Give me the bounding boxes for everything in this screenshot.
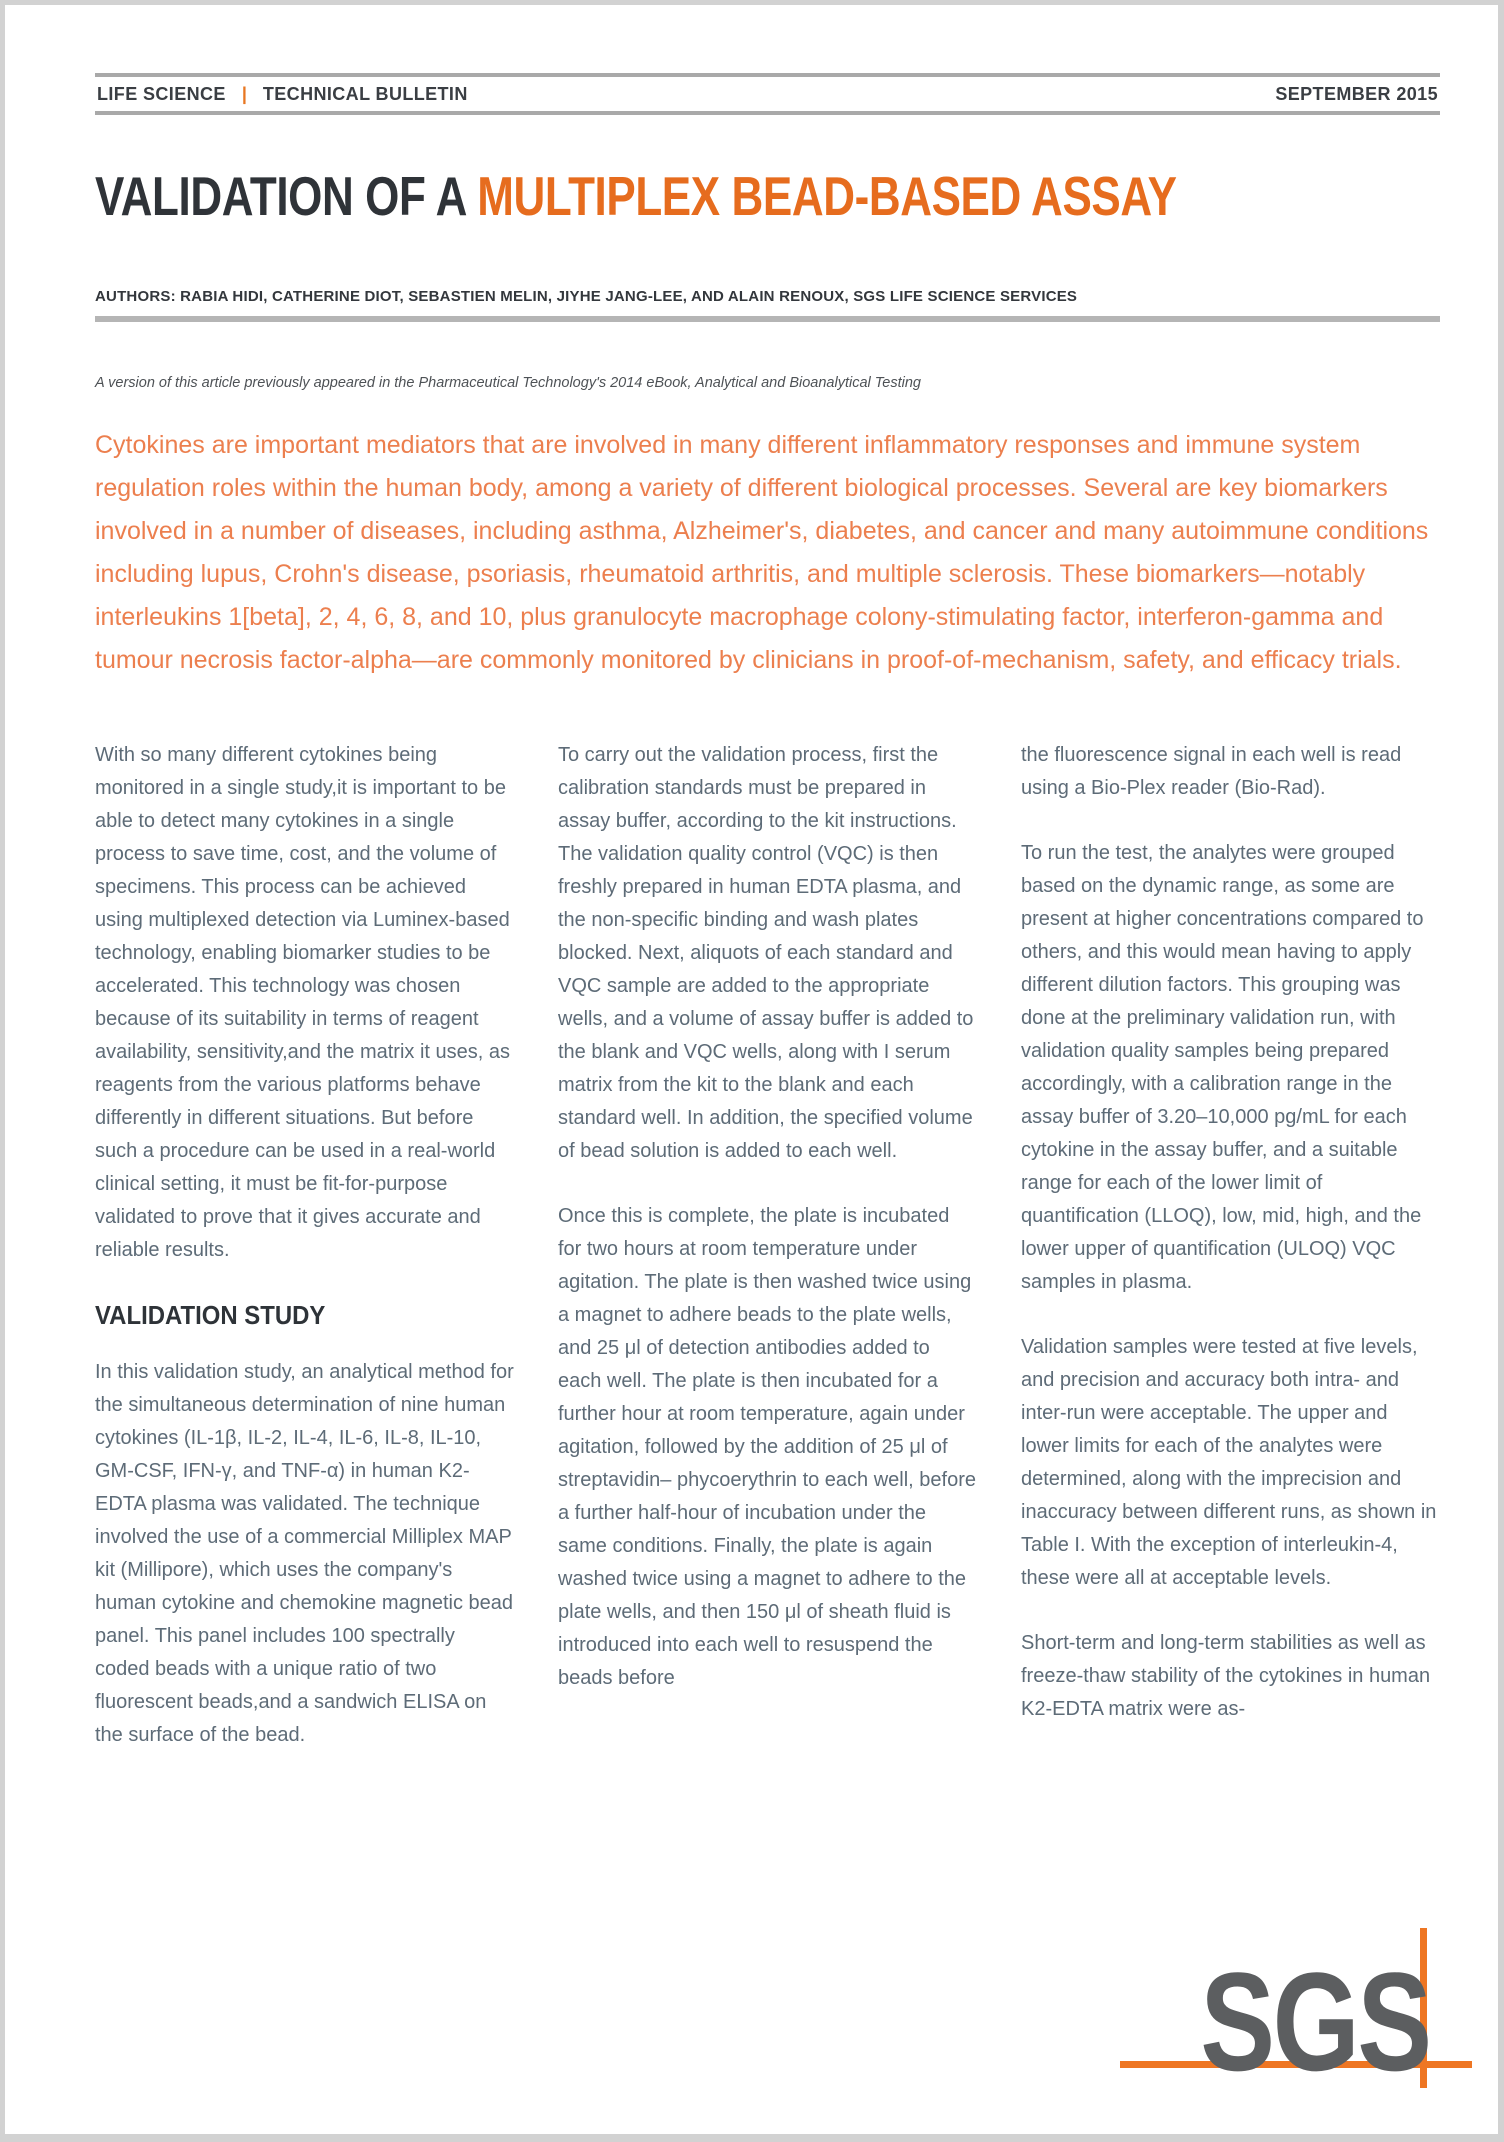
page-background: [5, 5, 1498, 2134]
column-2: [558, 739, 977, 1784]
column3-paragraph-4: Short-term and long-term stabilities as well as freeze-thaw stability of the cytokines in human K2-EDTA matrix were as-: [1021, 1632, 1431, 1720]
masthead-bulletin-label: TECHNICAL BULLETIN: [262, 84, 468, 104]
authors-byline: AUTHORS: RABIA HIDI, CATHERINE DIOT, SEBASTIEN MELIN, JIYHE JANG-LEE, AND ALAIN RENOUX, SGS LIFE SCIENCE SERVICES: [95, 288, 1078, 305]
intro-paragraph: Cytokines are important mediators that are involved in many different inflammatory responses and immune system regulation roles within the human body, among a variety of different biological processes. Several are key biomarkers involved in a number of diseases, including asthma, Alzheimer's, diabetes, and cancer and many autoimmune conditions including lupus, Crohn's disease, psoriasis, rheumatoid arthritis, and multiple sclerosis. These biomarkers—notably interleukins 1[beta], 2, 4, 6, 8, and 10, plus granulocyte macrophage colony-stimulating factor, interferon-gamma and tumour necrosis factor-alpha—are commonly monitored by clinicians in proof-of-mechanism, safety, and efficacy trials.: [95, 431, 1429, 674]
masthead: [95, 73, 1440, 115]
column3-paragraph-2: To run the test, the analytes were grouped based on the dynamic range, as some are present at higher concentrations compared to others, and this would mean having to apply different dilution factors. This grouping was done at the preliminary validation run, with validation quality samples being prepared accordingly, with a calibration range in the assay buffer of 3.20–10,000 pg/mL for each cytokine in the assay buffer, and a suitable range for each of the lower limit of quantification (LLOQ), low, mid, high, and the lower upper of quantification (ULOQ) VQC samples in plasma.: [1021, 842, 1424, 1293]
masthead-divider: |: [241, 84, 247, 104]
page-title-highlight: MULTIPLEX BEAD-BASED ASSAY: [477, 165, 1177, 227]
column2-paragraph-2: Once this is complete, the plate is incubated for two hours at room temperature under agitation. The plate is then washed twice using a magnet to adhere beads to the plate wells, and 25 μl of detection antibodies added to each well. The plate is then incubated for a further hour at room temperature, again under agitation, followed by the addition of 25 μl of streptavidin– phycoerythrin to each well, before a further half-hour of incubation under the same conditions. Finally, the plate is again washed twice using a magnet to adhere to the plate wells, and then 150 μl of sheath fluid is introduced into each well to resuspend the beads before: [558, 1205, 977, 1689]
column-3: [1021, 739, 1440, 1784]
column2-paragraph-1: To carry out the validation process, first the calibration standards must be prepared in assay buffer, according to the kit instructions. The validation quality control (VQC) is then freshly prepared in human EDTA plasma, and the non-specific binding and wash plates blocked. Next, aliquots of each standard and VQC sample are added to the appropriate wells, and a volume of assay buffer is added to the blank and VQC wells, along with I serum matrix from the kit to the blank and each standard well. In addition, the specified volume of bead solution is added to each well.: [558, 744, 974, 1162]
column1-paragraph-1: With so many different cytokines being monitored in a single study,it is important to be able to detect many cytokines in a single process to save time, cost, and the volume of specimens. This process can be achieved using multiplexed detection via Luminex-based technology, enabling biomarker studies to be accelerated. This technology was chosen because of its suitability in terms of reagent availability, sensitivity,and the matrix it uses, as reagents from the various platforms behave differently in different situations. But before such a procedure can be used in a real-world clinical setting, it must be fit-for-purpose validated to prove that it gives accurate and reliable results.: [95, 744, 510, 1261]
masthead-issue-date: SEPTEMBER 2015: [1275, 84, 1438, 104]
column3-paragraph-3: Validation samples were tested at five levels, and precision and accuracy both intra- and inter-run were acceptable. The upper and lower limits for each of the analytes were determined, along with the imprecision and inaccuracy between different runs, as shown in Table I. With the exception of interleukin-4, these were all at acceptable levels.: [1021, 1336, 1437, 1589]
column-1: [95, 739, 514, 1784]
page-title: [95, 167, 1177, 225]
sgs-logo: SGS: [1200, 1943, 1430, 2100]
masthead-left: [97, 84, 468, 105]
masthead-section-label: LIFE SCIENCE: [97, 84, 226, 104]
body-columns: [95, 739, 1440, 1784]
validation-study-heading: VALIDATION STUDY: [95, 1300, 326, 1330]
column1-paragraph-2: In this validation study, an analytical method for the simultaneous determination of nine human cytokines (IL-1β, IL-2, IL-4, IL-6, IL-8, IL-10, GM-CSF, IFN-γ, and TNF-α) in human K2-EDTA plasma was validated. The technique involved the use of a commercial Milliplex MAP kit (Millipore), which uses the company's human cytokine and chemokine magnetic bead panel. This panel includes 100 spectrally coded beads with a unique ratio of two fluorescent beads,and a sandwich ELISA on the surface of the bead.: [95, 1361, 514, 1746]
reprint-note: A version of this article previously appeared in the Pharmaceutical Technology's 2014 eBook, Analytical and Bioanalytical Testing: [95, 375, 921, 391]
divider-rule: [95, 316, 1440, 322]
page-title-prefix: VALIDATION OF A: [95, 165, 478, 227]
column3-paragraph-1: the fluorescence signal in each well is read using a Bio-Plex reader (Bio-Rad).: [1021, 744, 1402, 799]
